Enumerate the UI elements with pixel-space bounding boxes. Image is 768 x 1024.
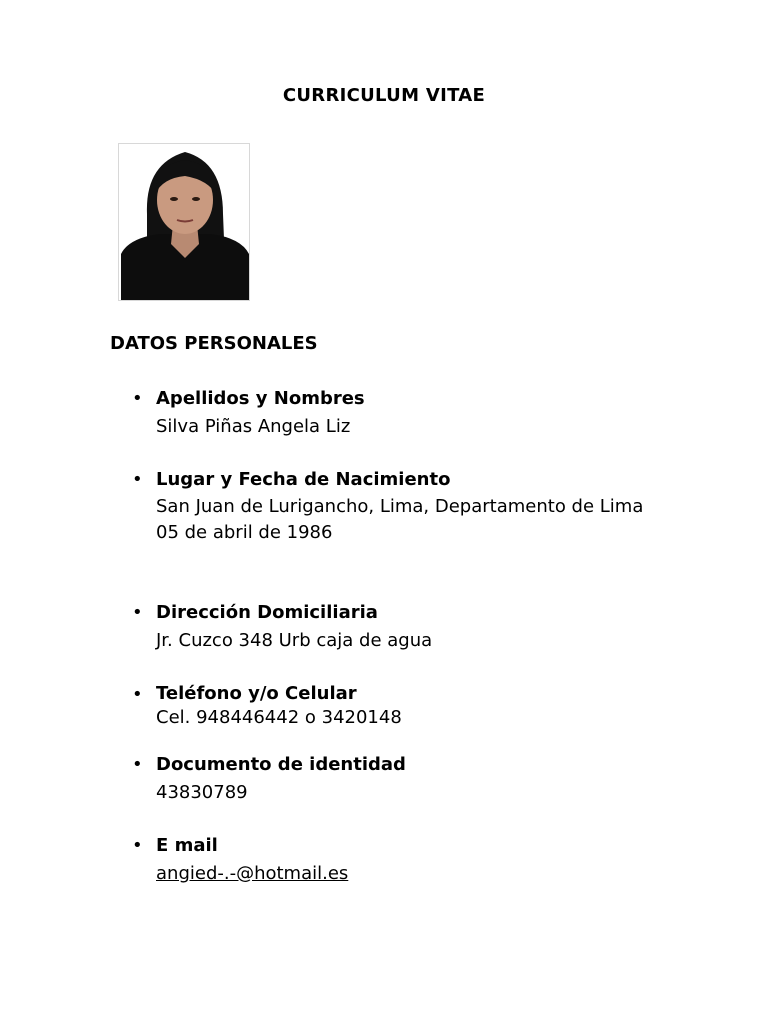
item-label: E mail [156,835,218,856]
list-item-apellidos [110,386,670,440]
bullet-icon: • [132,754,143,775]
item-label: Apellidos y Nombres [156,388,365,409]
list-item-telefono [110,682,670,730]
item-value: 43830789 [156,782,248,803]
bullet-icon: • [132,469,143,490]
bullet-icon: • [132,835,143,856]
document-title: CURRICULUM VITAE [282,85,486,106]
item-label: Lugar y Fecha de Nacimiento [156,469,451,490]
list-item-documento [110,752,670,806]
list-item-email [110,833,670,887]
item-value: Jr. Cuzco 348 Urb caja de agua [156,630,433,651]
section-heading-datos-personales: DATOS PERSONALES [110,333,318,354]
bullet-icon: • [132,388,143,409]
bullet-icon: • [132,684,143,705]
email-link[interactable]: angied-.-@hotmail.es [156,863,349,884]
portrait-photo [118,143,250,301]
item-value: Silva Piñas Angela Liz [156,416,351,437]
item-value: Cel. 948446442 o 3420148 [156,707,402,728]
item-label: Teléfono y/o Celular [156,683,357,704]
item-value: San Juan de Lurigancho, Lima, Departamento de Lima [156,496,644,517]
list-item-lugar-fecha [110,467,670,546]
list-item-direccion [110,600,670,654]
portrait-photo-icon [119,144,250,301]
bullet-icon: • [132,602,143,623]
item-value: 05 de abril de 1986 [156,522,333,543]
item-label: Dirección Domiciliaria [156,602,378,623]
item-label: Documento de identidad [156,754,406,775]
